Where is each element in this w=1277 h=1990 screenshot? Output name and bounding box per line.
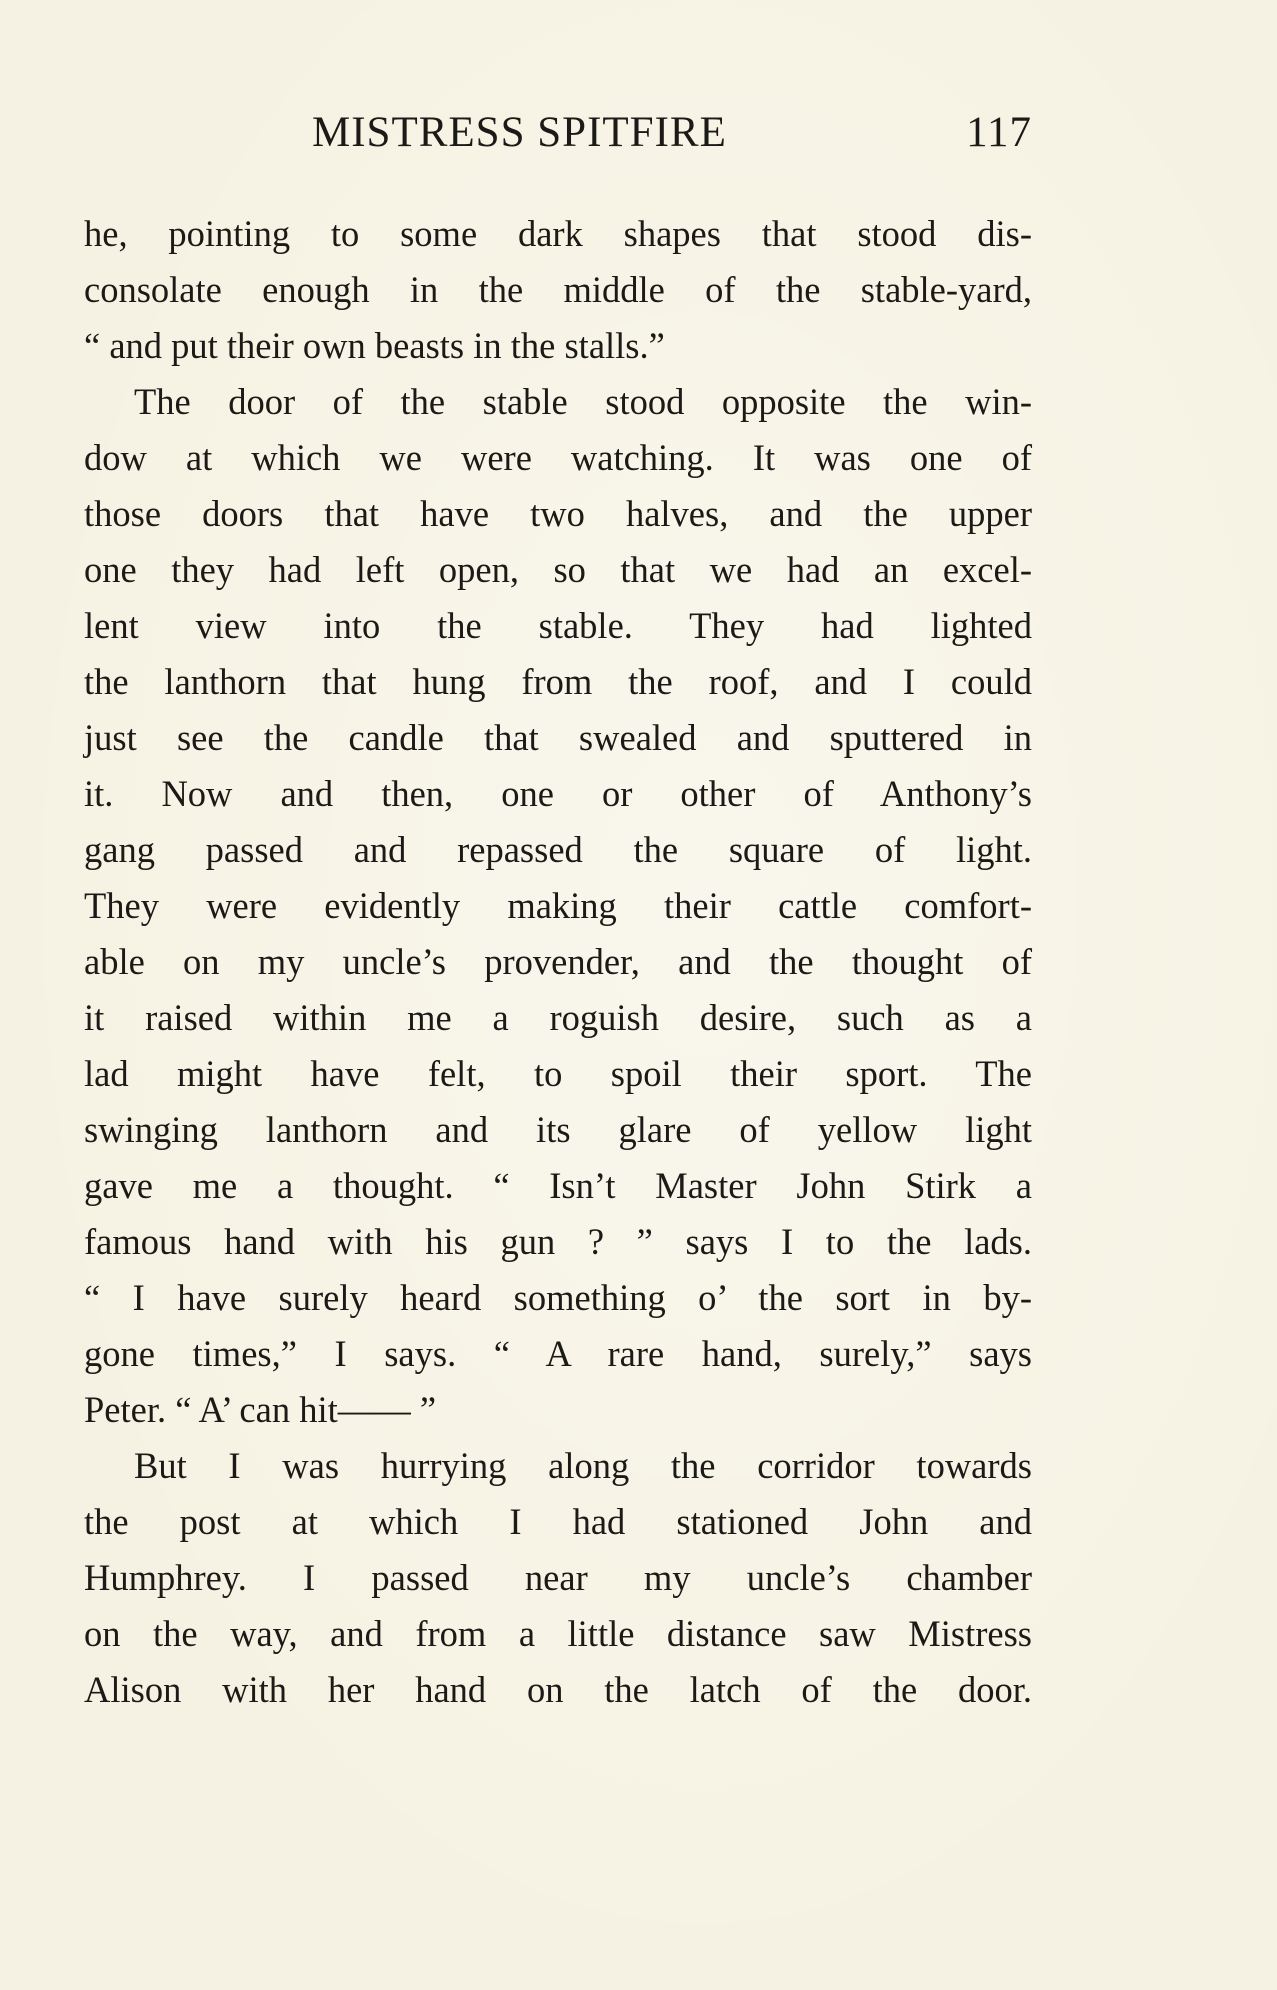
text-line: “ and put their own beasts in the stalls.” [84, 325, 665, 366]
text-line: swinging lanthorn and its glare of yellow light [84, 1109, 1032, 1150]
text-line: on the way, and from a little distance saw Mistress [84, 1613, 1032, 1654]
text-line: Peter. “ A’ can hit—— ” [84, 1389, 437, 1430]
text-line: famous hand with his gun ? ” says I to the lads. [84, 1221, 1032, 1262]
text-line: Alison with her hand on the latch of the door. [84, 1669, 1032, 1710]
text-line: gave me a thought. “ Isn’t Master John Stirk a [84, 1165, 1032, 1206]
text-line: gang passed and repassed the square of light. [84, 829, 1032, 870]
text-line: consolate enough in the middle of the stable-yard, [84, 269, 1032, 310]
text-line: it. Now and then, one or other of Anthony’s [84, 773, 1032, 814]
text-line: lad might have felt, to spoil their sport. The [84, 1053, 1032, 1094]
page-number: 117 [966, 109, 1032, 156]
text-line: dow at which we were watching. It was one of [84, 437, 1032, 478]
running-title: MISTRESS SPITFIRE [312, 109, 727, 156]
running-head [82, 108, 1032, 158]
text-line: The door of the stable stood opposite the win- [134, 381, 1032, 422]
text-line: one they had left open, so that we had an excel- [84, 549, 1032, 590]
text-line: the lanthorn that hung from the roof, and I could [84, 661, 1032, 702]
text-line: the post at which I had stationed John and [84, 1501, 1032, 1542]
text-line: They were evidently making their cattle comfort- [84, 885, 1032, 926]
text-line: able on my uncle’s provender, and the thought of [84, 941, 1032, 982]
text-line: he, pointing to some dark shapes that stood dis- [84, 213, 1032, 254]
text-line: just see the candle that swealed and sputtered in [84, 717, 1032, 758]
text-line: it raised within me a roguish desire, such as a [84, 997, 1032, 1038]
text-line: “ I have surely heard something o’ the sort in by- [84, 1277, 1032, 1318]
text-line: lent view into the stable. They had lighted [84, 605, 1032, 646]
text-line: Humphrey. I passed near my uncle’s chamber [84, 1557, 1032, 1598]
text-line: those doors that have two halves, and the upper [84, 493, 1032, 534]
text-line: gone times,” I says. “ A rare hand, surely,” says [84, 1333, 1032, 1374]
text-line: But I was hurrying along the corridor towards [134, 1445, 1032, 1486]
body-text [84, 206, 1032, 1718]
